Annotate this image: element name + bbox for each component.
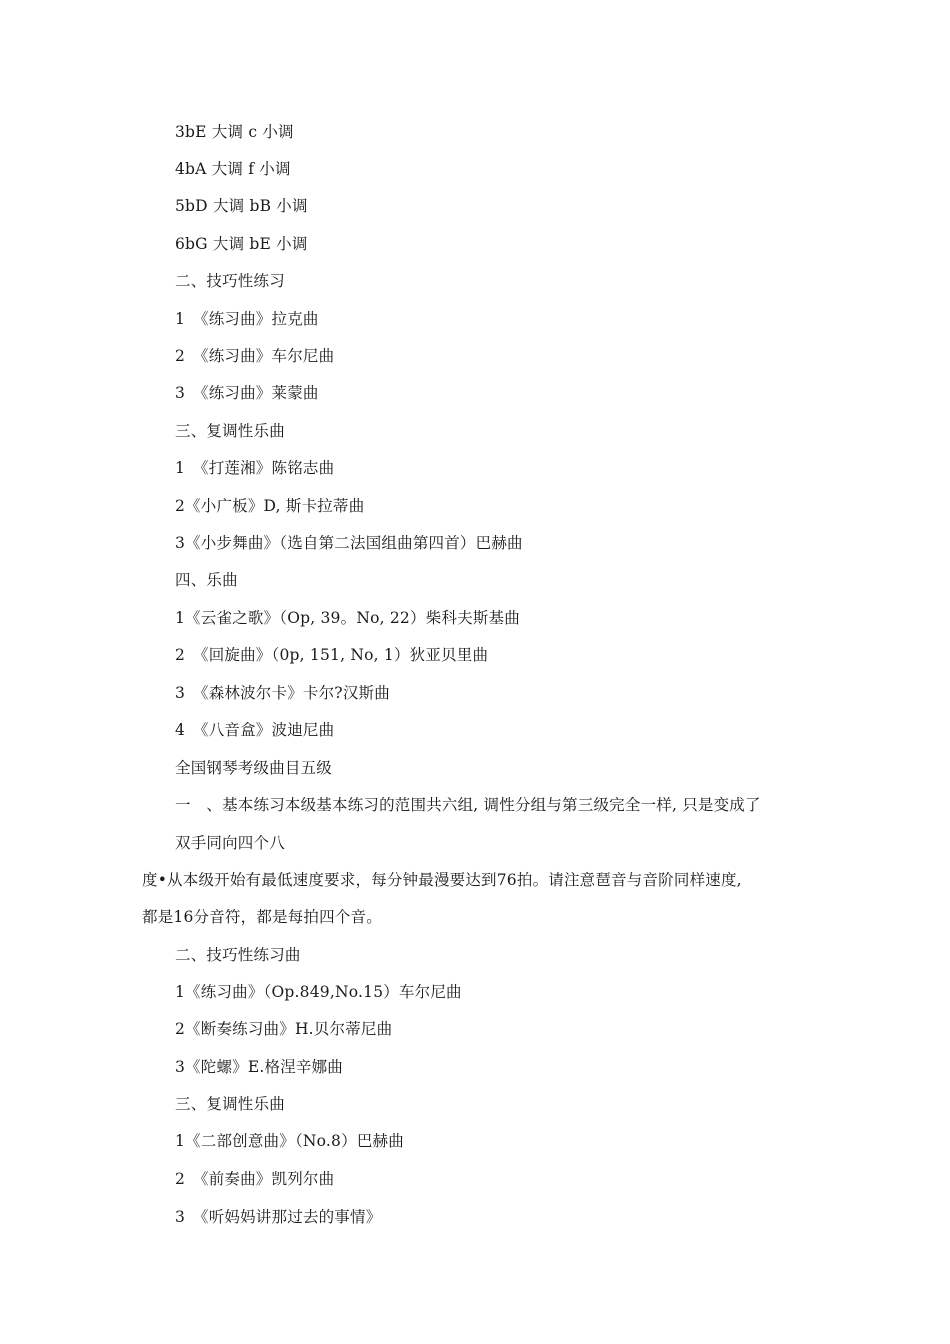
text-line: 1《二部创意曲》（No.8）巴赫曲: [175, 1132, 404, 1150]
text-line: 3bE 大调 c 小调: [175, 123, 294, 141]
text-line: 一 、基本练习本级基本练习的范围共六组, 调性分组与第三级完全一样, 只是变成了: [175, 796, 761, 814]
text-line: 1《云雀之歌》（Op, 39。No, 22）柴科夫斯基曲: [175, 609, 520, 627]
text-line: 4 《八音盒》波迪尼曲: [175, 721, 335, 739]
text-line: 1《练习曲》（Op.849,No.15）车尔尼曲: [175, 983, 462, 1001]
text-line: 度•从本级开始有最低速度要求，每分钟最漫要达到76拍。请注意琶音与音阶同样速度,: [142, 871, 742, 889]
section-title: 全国钢琴考级曲目五级: [175, 759, 333, 777]
text-line: 都是16分音符，都是每拍四个音。: [142, 908, 382, 926]
text-line: 3 《听妈妈讲那过去的事情》: [175, 1208, 382, 1226]
text-line: 3《陀螺》E.格涅辛娜曲: [175, 1058, 344, 1076]
text-line: 双手同向四个八: [175, 834, 285, 852]
text-line: 2 《回旋曲》（0p, 151, No, 1）狄亚贝里曲: [175, 646, 489, 664]
section-heading: 三、复调性乐曲: [175, 1095, 285, 1113]
text-line: 2 《前奏曲》凯列尔曲: [175, 1170, 335, 1188]
section-heading: 四、乐曲: [175, 571, 238, 589]
text-line: 4bA 大调 f 小调: [175, 160, 291, 178]
section-heading: 二、技巧性练习曲: [175, 946, 301, 964]
text-line: 2《小广板》D, 斯卡拉蒂曲: [175, 497, 365, 515]
text-line: 2 《练习曲》车尔尼曲: [175, 347, 335, 365]
text-line: 3 《森林波尔卡》卡尔?汉斯曲: [175, 684, 390, 702]
text-line: 2《断奏练习曲》H.贝尔蒂尼曲: [175, 1020, 393, 1038]
section-heading: 二、技巧性练习: [175, 272, 285, 290]
text-line: 3 《练习曲》莱蒙曲: [175, 384, 319, 402]
text-line: 3《小步舞曲》（选自第二法国组曲第四首）巴赫曲: [175, 534, 523, 552]
text-line: 1 《练习曲》拉克曲: [175, 310, 319, 328]
text-line: 5bD 大调 bB 小调: [175, 197, 308, 215]
text-line: 6bG 大调 bE 小调: [175, 235, 308, 253]
section-heading: 三、复调性乐曲: [175, 422, 285, 440]
text-line: 1 《打莲湘》陈铭志曲: [175, 459, 335, 477]
